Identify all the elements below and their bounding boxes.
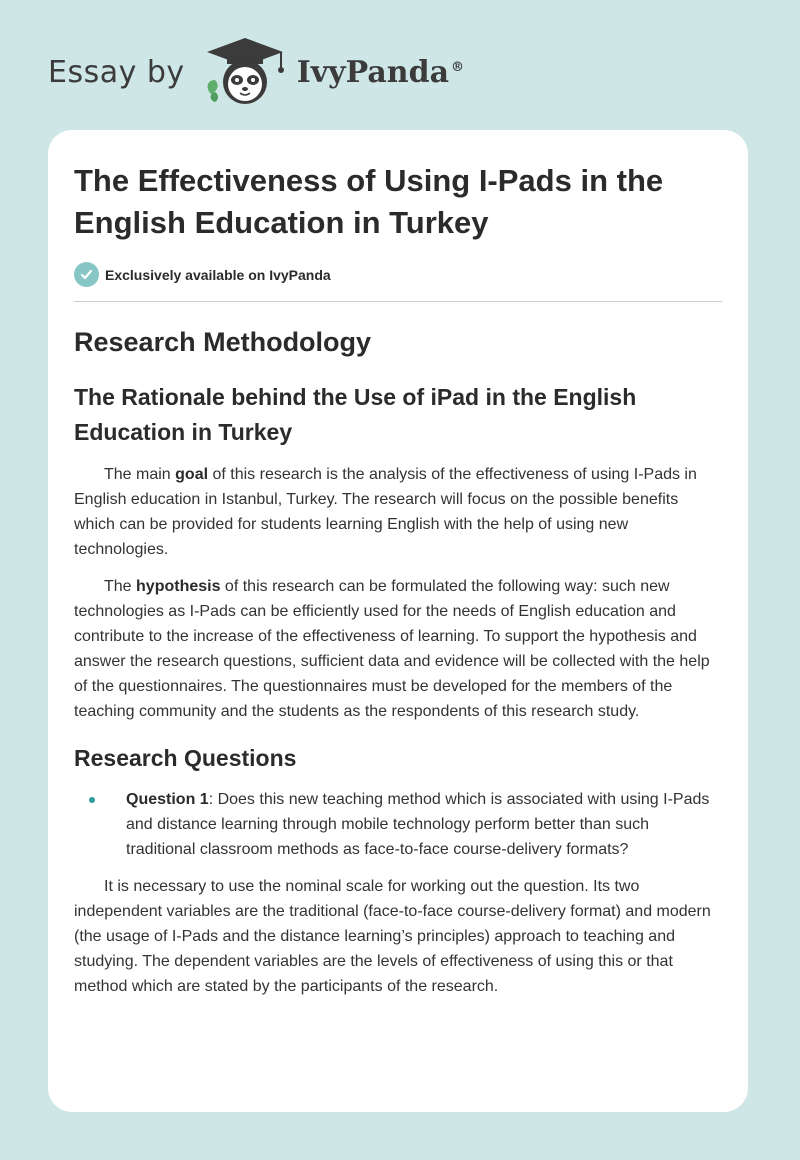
bullet-icon xyxy=(89,797,95,803)
questions-list xyxy=(74,787,722,862)
ivy-leaf-icon xyxy=(207,80,217,94)
panda-graduate-icon xyxy=(197,36,293,108)
brand-header[interactable] xyxy=(48,36,464,108)
check-circle-icon xyxy=(74,262,99,287)
brand-prefix: Essay by xyxy=(48,54,185,90)
paragraph-hypothesis: The hypothesis of this research can be formulated the following way: such new technologies as I-Pads can be efficiently used for the needs of English education and contribute to the increase of the effectiveness of learning. To support the hypothesis and answer the research questions, sufficient data and evidence will be collected with the help of the questionnaires. The questionnaires must be developed for the members of the teaching community and the students as the respondents of this research study. xyxy=(74,578,710,720)
brand-name: IvyPanda ® xyxy=(296,54,465,90)
section-heading: Research Methodology xyxy=(74,327,372,357)
paragraph-variables: It is necessary to use the nominal scale for working out the question. Its two independent variables are the traditional (face-to-face course-delivery format) and modern (the usage of I-Pads and the distance learning’s principles) approach to teaching and studying. The dependent variables are the levels of effectiveness of using this or that method which are stated by the participants of the research. xyxy=(74,878,711,995)
page-title: The Effectiveness of Using I-Pads in the English Education in Turkey xyxy=(74,163,664,240)
essay-card xyxy=(48,130,748,1112)
exclusive-label: Exclusively available on IvyPanda xyxy=(105,266,331,283)
subsection-heading: The Rationale behind the Use of iPad in the English Education in Turkey xyxy=(74,384,637,445)
questions-heading: Research Questions xyxy=(74,745,297,771)
list-item: Question 1: Does this new teaching method which is associated with using I-Pads and distance learning through mobile technology perform better than such traditional classroom methods as face-to-face course-delivery formats? xyxy=(126,787,722,862)
divider xyxy=(74,301,722,302)
paragraph-goal: The main goal of this research is the analysis of the effectiveness of using I-Pads in English education in Istanbul, Turkey. The research will focus on the possible benefits which can be provided for students learning English with the help of using new technologies. xyxy=(74,466,697,558)
exclusive-badge xyxy=(74,262,722,287)
